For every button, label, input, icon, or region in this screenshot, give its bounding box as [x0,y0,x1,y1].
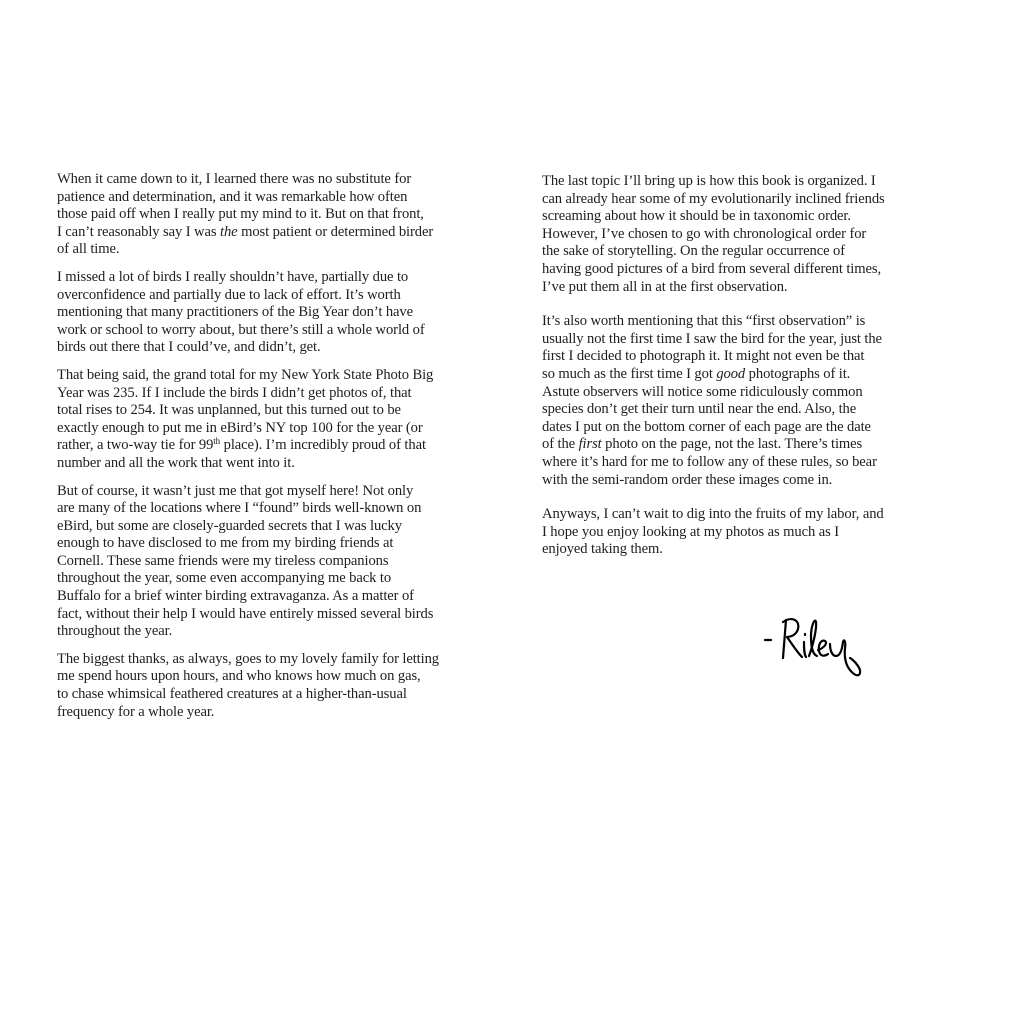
text-line: eBird, but some are closely-guarded secrets that I was lucky [57,517,402,534]
text-line: to chase whimsical feathered creatures at a higher-than-usual [57,686,407,703]
text-line: The biggest thanks, as always, goes to my lovely family for letting [57,650,439,667]
text-line: patience and determination, and it was remarkable how often [57,188,408,205]
text-line: where it’s hard for me to follow any of these rules, so bear [542,453,877,470]
text-line: having good pictures of a bird from several different times, [542,260,882,277]
text-line: those paid off when I really put my mind to it. But on that front, [57,206,424,223]
text-line: me spend hours upon hours, and who knows how much on gas, [57,668,421,685]
text-line: Anyways, I can’t wait to dig into the fruits of my labor, and [542,506,884,523]
text-line: species don’t get their turn until near the end. Also, the [542,401,857,418]
paragraph-missed-birds [57,269,497,357]
paragraph-closing [542,506,942,559]
text-segment: most patient or determined birder [237,223,434,240]
text-line: Astute observers will notice some ridiculously common [542,383,863,400]
paragraph-friends [57,483,497,641]
text-line: Buffalo for a brief winter birding extravaganza. As a matter of [57,588,414,605]
text-segment: of the [542,436,579,453]
text-line [57,224,497,242]
text-line: number and all the work that went into it. [57,454,295,471]
text-line: work or school to worry about, but there’s still a whole world of [57,321,425,338]
signature-letter-r [783,619,802,658]
paragraph-family-thanks [57,651,497,721]
text-line: first I decided to photograph it. It might not even be that [542,348,865,365]
text-line: total rises to 254. It was unplanned, but this turned out to be [57,402,401,419]
emphasis-the: the [219,223,238,240]
text-segment: place). I’m incredibly proud of that [220,437,426,454]
signature-riley [760,612,872,682]
text-line: The last topic I’ll bring up is how this book is organized. I [542,173,876,189]
text-line: overconfidence and partially due to lack of effort. It’s worth [57,286,401,303]
text-line: exactly enough to put me in eBird’s NY top 100 for the year (or [57,419,423,436]
right-column [542,173,942,569]
text-line: throughout the year. [57,623,173,640]
text-segment: I can’t reasonably say I was [57,223,220,240]
emphasis-first: first [578,436,602,453]
signature-letter-i [804,634,806,657]
text-line [57,437,497,455]
text-line: But of course, it wasn’t just me that got myself here! Not only [57,482,414,499]
text-line: fact, without their help I would have entirely missed several birds [57,605,434,622]
text-line: usually not the first time I saw the bird for the year, just the [542,330,882,347]
text-line: When it came down to it, I learned there was no substitute for [57,171,412,187]
emphasis-good: good [716,365,746,382]
text-line: of all time. [57,241,120,258]
paragraph-patience [57,171,497,259]
text-line: I hope you enjoy looking at my photos as much as I [542,523,839,540]
text-line: dates I put on the bottom corner of each page are the date [542,418,871,435]
text-line: enjoyed taking them. [542,541,663,558]
text-line: I’ve put them all in at the first observation. [542,278,788,295]
text-line: I missed a lot of birds I really shouldn’t have, partially due to [57,268,409,285]
signature-letter-e [818,641,828,656]
text-segment: rather, a two-way tie for 99 [57,437,214,454]
signature-letter-l [809,621,817,656]
text-line [542,366,942,384]
text-segment: so much as the first time I got [542,365,717,382]
paragraph-first-observation [542,313,942,489]
text-line: birds out there that I could’ve, and didn’t, get. [57,339,321,356]
signature-letter-y [830,640,860,675]
text-line: are many of the locations where I “found” birds well-known on [57,500,422,517]
text-line: mentioning that many practitioners of the Big Year don’t have [57,304,413,321]
text-line: the sake of storytelling. On the regular occurrence of [542,243,845,260]
text-line: It’s also worth mentioning that this “first observation” is [542,313,866,330]
text-line: Cornell. These same friends were my tireless companions [57,552,389,569]
paragraph-organization [542,173,942,296]
text-segment: photo on the page, not the last. There’s times [601,436,863,453]
text-line: with the semi-random order these images come in. [542,471,833,488]
text-line: throughout the year, some even accompanying me back to [57,570,392,587]
left-column [57,171,497,731]
text-line: However, I’ve chosen to go with chronological order for [542,225,867,242]
text-line: frequency for a whole year. [57,703,215,720]
text-line: That being said, the grand total for my New York State Photo Big [57,366,434,383]
text-line: screaming about how it should be in taxonomic order. [542,208,851,225]
ordinal-suffix: th [213,436,221,447]
text-line [542,436,942,454]
paragraph-grand-total [57,367,497,473]
text-line: Year was 235. If I include the birds I didn’t get photos of, that [57,384,412,401]
text-line: can already hear some of my evolutionarily inclined friends [542,190,885,207]
text-line: enough to have disclosed to me from my birding friends at [57,535,394,552]
text-segment: photographs of it. [745,365,851,382]
